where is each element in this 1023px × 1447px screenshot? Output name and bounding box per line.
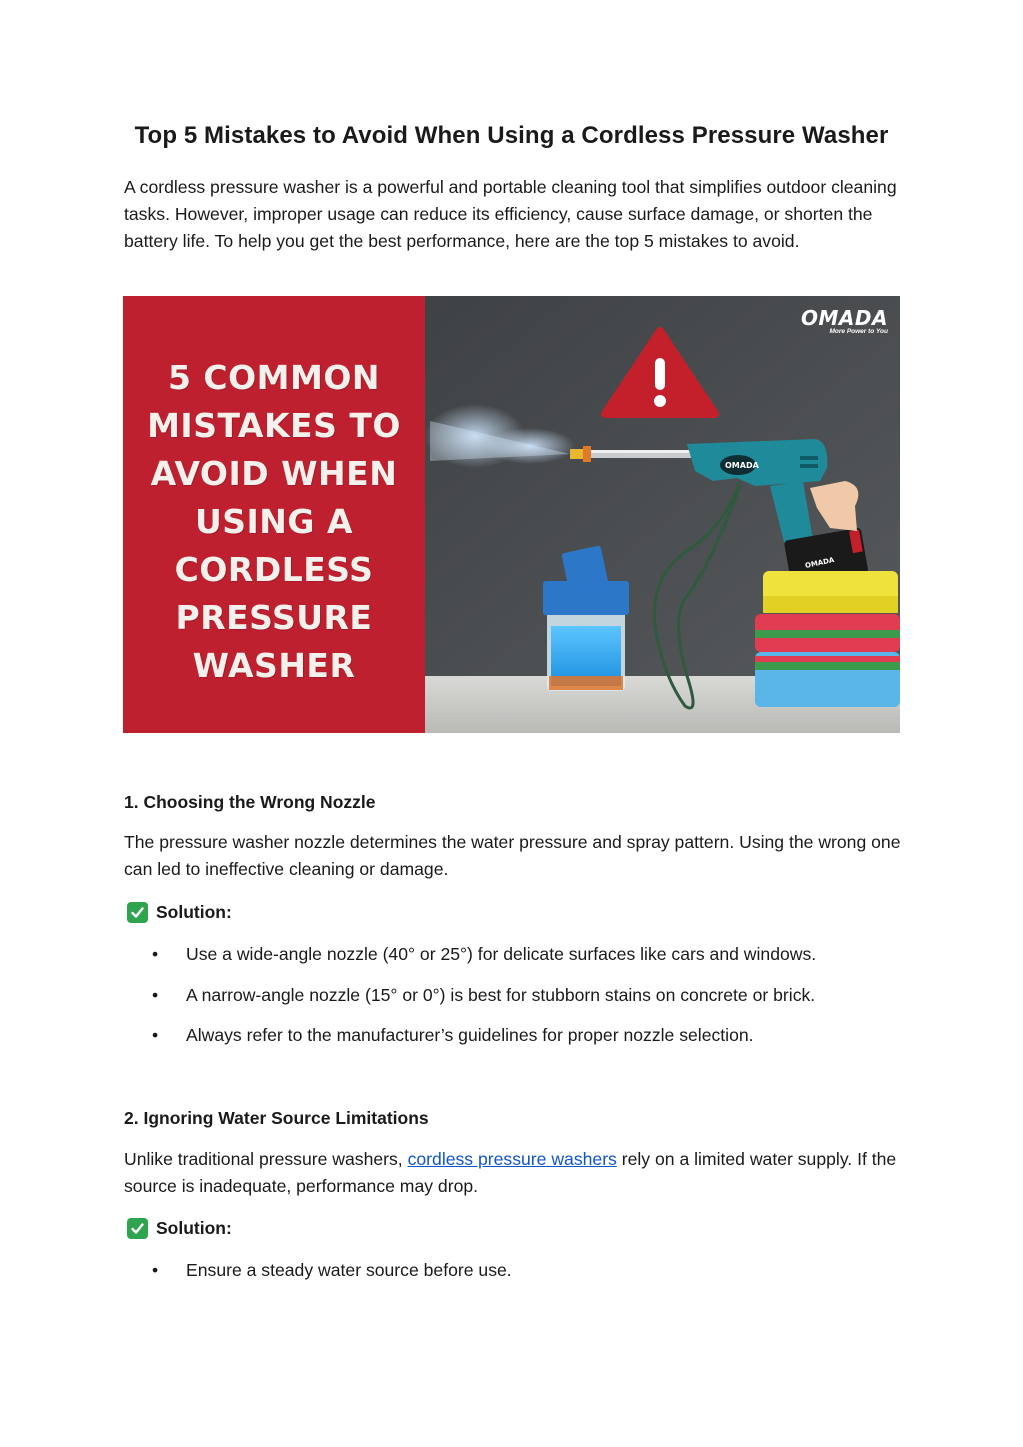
checkmark-icon	[127, 1218, 148, 1239]
hero-title-line: WASHER	[192, 646, 356, 685]
section-2-body-start: Unlike traditional pressure washers,	[124, 1149, 408, 1169]
hero-photo	[425, 296, 900, 733]
brand-name: OMADA	[801, 306, 888, 330]
pressure-washer-scene	[425, 296, 900, 733]
hero-title-line: CORDLESS	[174, 550, 374, 589]
brand-tagline: More Power to You	[829, 328, 888, 335]
gun-label: OMADA	[725, 461, 759, 470]
list-item-text: Ensure a steady water source before use.	[186, 1260, 512, 1280]
section-2-body-end: rely on a limited water supply. If the source is inadequate, performance may drop.	[124, 1149, 897, 1197]
list-item	[152, 985, 912, 1006]
hero-title-line: USING A	[194, 502, 354, 541]
brand-logo	[801, 306, 888, 335]
bullet-icon: •	[152, 944, 159, 964]
section-1-heading: 1. Choosing the Wrong Nozzle	[124, 792, 376, 812]
hero-image	[123, 296, 900, 733]
bullet-icon: •	[152, 1260, 159, 1280]
hero-title-line: 5 COMMON	[167, 358, 381, 397]
hero-title-line: MISTAKES TO	[147, 406, 401, 445]
section-1-body: The pressure washer nozzle determines the water pressure and spray pattern. Using the wrong one can led to ineffective cleaning or damage.	[124, 832, 901, 880]
list-item	[152, 1260, 912, 1281]
list-item	[152, 1025, 912, 1046]
section-1-solution	[127, 902, 232, 923]
checkmark-icon	[127, 902, 148, 923]
hero-title	[123, 354, 425, 690]
page-title: Top 5 Mistakes to Avoid When Using a Cordless Pressure Washer	[134, 122, 889, 149]
list-item-text: Always refer to the manufacturer’s guidelines for proper nozzle selection.	[186, 1025, 754, 1045]
section-2-solution	[127, 1218, 232, 1239]
list-item-text: Use a wide-angle nozzle (40° or 25°) for delicate surfaces like cars and windows.	[186, 944, 817, 964]
sponge-stack	[755, 571, 900, 707]
hero-title-line: AVOID WHEN	[150, 454, 398, 493]
section-2-heading: 2. Ignoring Water Source Limitations	[124, 1108, 429, 1128]
list-item-text: A narrow-angle nozzle (15° or 0°) is best for stubborn stains on concrete or brick.	[186, 985, 816, 1005]
bullet-icon: •	[152, 985, 159, 1005]
section-2-body	[124, 1146, 902, 1200]
hero-title-line: PRESSURE	[175, 598, 373, 637]
cordless-pressure-washers-link[interactable]: cordless pressure washers	[407, 1149, 617, 1169]
bullet-icon: •	[152, 1025, 159, 1045]
list-item	[152, 944, 912, 965]
battery-label: OMADA	[804, 556, 835, 570]
hero-red-panel	[123, 296, 425, 733]
solution-label: Solution:	[156, 1218, 232, 1238]
solution-label: Solution:	[156, 902, 232, 922]
intro-paragraph: A cordless pressure washer is a powerful and portable cleaning tool that simplifies outdoor cleaning tasks. However, improper usage can reduce its efficiency, cause surface damage, or shorten the battery life. To help you get the best performance, here are the top 5 mistakes to avoid.	[124, 177, 897, 252]
